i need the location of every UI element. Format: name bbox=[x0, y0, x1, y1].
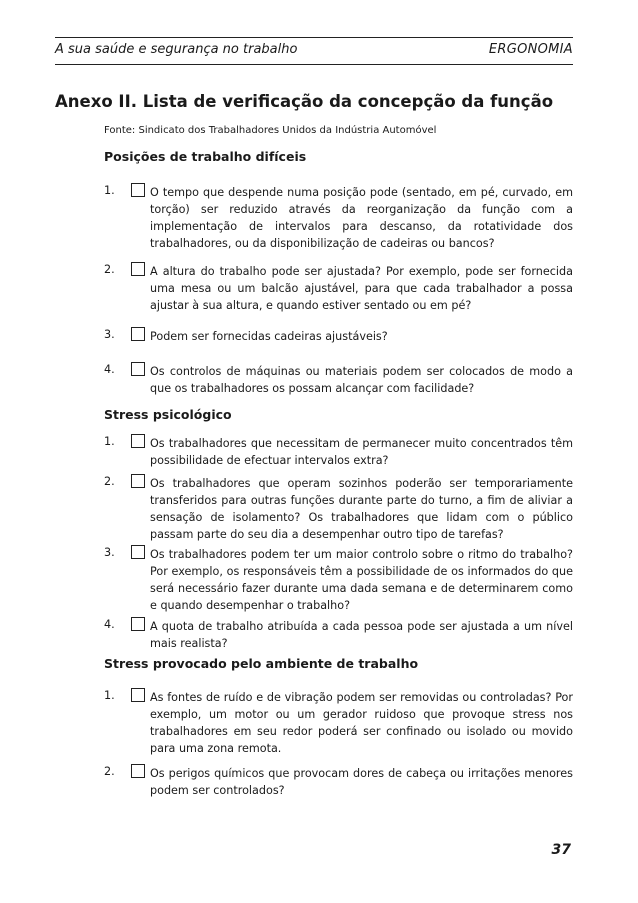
section-heading-difficult-positions: Posições de trabalho difíceis bbox=[104, 149, 307, 164]
item-text: Os controlos de máquinas ou materiais podem ser colocados de modo a que os trabalhadores os possam alcançar com facilidade? bbox=[150, 365, 573, 395]
checkbox[interactable] bbox=[131, 545, 145, 559]
item-number: 3. bbox=[104, 546, 115, 559]
source-note: Fonte: Sindicato dos Trabalhadores Unidos da Indústria Automóvel bbox=[104, 125, 437, 136]
item-text: As fontes de ruído e de vibração podem ser removidas ou controladas? Por exemplo, um motor ou um gerador ruidoso que provoque stress nos trabalhadores em seu redor poderá ser confinado ou isolado ou movido para uma zona remota. bbox=[150, 691, 573, 755]
checkbox[interactable] bbox=[131, 262, 145, 276]
item-text: Os trabalhadores podem ter um maior controlo sobre o ritmo do trabalho? Por exemplo, os responsáveis têm a possibilidade de os informados do que será necessário fazer durante uma dada semana e de determinarem como e quando desempenhar o trabalho? bbox=[150, 548, 573, 612]
checkbox[interactable] bbox=[131, 434, 145, 448]
checkbox[interactable] bbox=[131, 474, 145, 488]
item-number: 4. bbox=[104, 363, 115, 376]
item-text: A altura do trabalho pode ser ajustada? Por exemplo, pode ser fornecida uma mesa ou um balcão ajustável, para que cada trabalhador a possa ajustar à sua altura, e quando estiver sentado ou em pé? bbox=[150, 265, 573, 312]
header-bottom-rule bbox=[55, 64, 573, 65]
item-text: O tempo que despende numa posição pode (sentado, em pé, curvado, em torção) ser reduzido através da reorganização da função com a implementação de intervalos para descanso, da rotatividade dos trabalhadores, ou da disponibilização de cadeiras ou bancos? bbox=[150, 186, 573, 250]
checkbox[interactable] bbox=[131, 362, 145, 376]
item-number: 2. bbox=[104, 263, 115, 276]
page-title: Anexo II. Lista de verificação da concepção da função bbox=[55, 92, 554, 111]
item-text: Podem ser fornecidas cadeiras ajustáveis? bbox=[150, 330, 388, 343]
checkbox[interactable] bbox=[131, 327, 145, 341]
item-text: A quota de trabalho atribuída a cada pessoa pode ser ajustada a um nível mais realista? bbox=[150, 620, 573, 650]
checkbox[interactable] bbox=[131, 183, 145, 197]
item-number: 2. bbox=[104, 765, 115, 778]
item-text: Os perigos químicos que provocam dores de cabeça ou irritações menores podem ser controlados? bbox=[150, 767, 573, 797]
checkbox[interactable] bbox=[131, 617, 145, 631]
running-header-title: A sua saúde e segurança no trabalho bbox=[55, 42, 298, 57]
page-number: 37 bbox=[551, 842, 571, 858]
running-header-section: ERGONOMIA bbox=[488, 42, 573, 57]
checkbox[interactable] bbox=[131, 688, 145, 702]
item-text: Os trabalhadores que operam sozinhos poderão ser temporariamente transferidos para outras funções durante parte do turno, a fim de aliviar a sensação de isolamento? Os trabalhadores que lidam com o público passam parte do seu dia a desempenhar outro tipo de tarefas? bbox=[150, 477, 573, 541]
item-number: 1. bbox=[104, 689, 115, 702]
item-number: 1. bbox=[104, 435, 115, 448]
section-heading-environment-stress: Stress provocado pelo ambiente de trabalho bbox=[104, 656, 419, 671]
item-text: Os trabalhadores que necessitam de permanecer muito concentrados têm possibilidade de efectuar intervalos extra? bbox=[150, 437, 573, 467]
header-top-rule bbox=[55, 37, 573, 38]
item-number: 1. bbox=[104, 184, 115, 197]
item-number: 2. bbox=[104, 475, 115, 488]
item-number: 3. bbox=[104, 328, 115, 341]
section-heading-psychological-stress: Stress psicológico bbox=[104, 407, 232, 422]
item-number: 4. bbox=[104, 618, 115, 631]
checkbox[interactable] bbox=[131, 764, 145, 778]
